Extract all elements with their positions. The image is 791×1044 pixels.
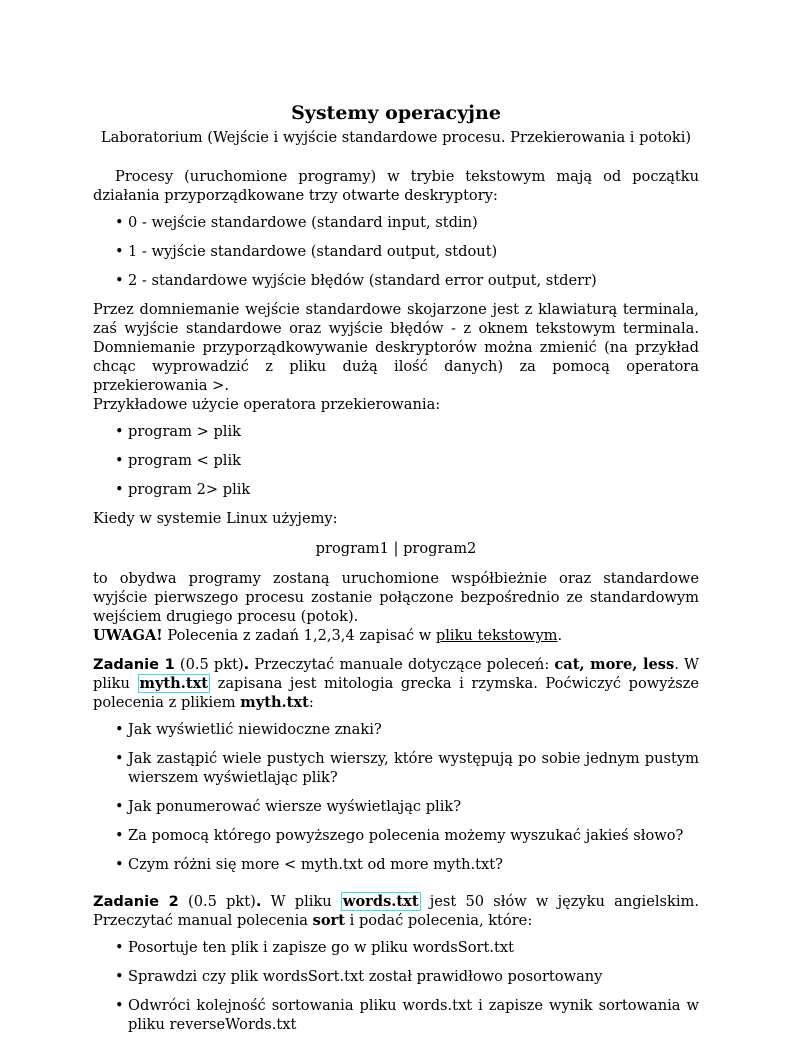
task2-text2: jest 50 słów w języku angielskim. Przeczytać manual polecenia <box>93 893 700 929</box>
task1-questions <box>93 720 699 874</box>
list-item: • Jak ponumerować wiersze wyświetlając plik? <box>128 797 699 816</box>
list-item: • program 2> plik <box>128 480 699 499</box>
page-subtitle: Laboratorium (Wejście i wyjście standardowe procesu. Przekierowania i potoki) <box>100 129 692 146</box>
list-item: • program > plik <box>128 422 699 441</box>
list-item: • Odwróci kolejność sortowania pliku words.txt i zapisze wynik sortowania w pliku reverseWords.txt <box>128 996 699 1034</box>
intro-paragraph: Procesy (uruchomione programy) w trybie tekstowym mają od początku działania przyporządkowane trzy otwarte deskryptory: <box>93 168 699 204</box>
page-title: Systemy operacyjne <box>291 102 501 124</box>
warning-paragraph <box>93 626 699 645</box>
task2-command: sort <box>312 912 345 929</box>
task1-text4: : <box>308 694 314 711</box>
warning-underlined: pliku tekstowym <box>435 627 558 644</box>
default-descriptors-paragraph: Przez domniemanie wejście standardowe skojarzone jest z klawiaturą terminala, zaś wyjście standardowe oraz wyjście błędów - z oknem tekstowym terminala. Domniemanie przyporządkowywanie deskryptorów można zmienić (na przykład chcąc wyprowadzić z pliku dużą ilość danych) za pomocą operatora przekierowania >. <box>93 301 699 394</box>
task2-dot: . <box>255 893 262 910</box>
myth-file-link[interactable]: myth.txt <box>139 675 209 692</box>
list-item: • Jak wyświetlić niewidoczne znaki? <box>128 720 699 739</box>
task2-paragraph <box>93 892 699 930</box>
document-page <box>93 100 699 1044</box>
task1-text1: Przeczytać manuale dotyczące poleceń: <box>249 656 555 673</box>
pipe-command: program1 | program2 <box>315 540 477 557</box>
task2-text1: W pliku <box>261 893 341 910</box>
task1-commands: cat, more, less <box>554 656 675 673</box>
pipe-description: to obydwa programy zostaną uruchomione współbieżnie oraz standardowe wyjście pierwszego procesu zostanie połączone bezpośrednio ze standardowym wejściem drugiego procesu (potok). <box>93 570 699 625</box>
task1-paragraph <box>93 655 699 712</box>
list-item: • Jak zastąpić wiele pustych wierszy, które występują po sobie jednym pustym wierszem wyświetlając plik? <box>128 749 699 787</box>
descriptor-list <box>93 213 699 290</box>
task2-points: (0.5 pkt) <box>178 893 256 910</box>
task1-text3: zapisana jest mitologia grecka i rzymska. Poćwiczyć powyższe polecenia z plikiem <box>93 675 700 711</box>
words-file-link[interactable]: words.txt <box>342 893 419 910</box>
task2-items <box>93 938 699 1034</box>
task1-label: Zadanie 1 <box>93 656 175 673</box>
warning-label: UWAGA! <box>93 627 163 644</box>
task1-text2: . W pliku <box>93 656 699 692</box>
list-item: • 0 - wejście standardowe (standard input, stdin) <box>128 213 699 232</box>
warning-end: . <box>557 627 563 644</box>
pipe-intro: Kiedy w systemie Linux użyjemy: <box>93 510 338 527</box>
list-item: • Posortuje ten plik i zapisze go w pliku wordsSort.txt <box>128 938 699 957</box>
task2-text3: i podać polecenia, które: <box>345 912 533 929</box>
list-item: • program < plik <box>128 451 699 470</box>
list-item: • Sprawdzi czy plik wordsSort.txt został prawidłowo posortowany <box>128 967 699 986</box>
example-intro: Przykładowe użycie operatora przekierowania: <box>93 396 441 413</box>
list-item: • Za pomocą którego powyższego polecenia możemy wyszukać jakieś słowo? <box>128 826 699 845</box>
task1-dot: . <box>243 656 250 673</box>
list-item: • 2 - standardowe wyjście błędów (standard error output, stderr) <box>128 271 699 290</box>
redirection-examples <box>93 422 699 499</box>
list-item: • Czym różni się more < myth.txt od more myth.txt? <box>128 855 699 874</box>
task1-points: (0.5 pkt) <box>174 656 244 673</box>
task2-label: Zadanie 2 <box>93 893 179 910</box>
warning-text: Polecenia z zadań 1,2,3,4 zapisać w <box>162 627 436 644</box>
list-item: • 1 - wyjście standardowe (standard output, stdout) <box>128 242 699 261</box>
task1-file-bold: myth.txt <box>240 694 309 711</box>
